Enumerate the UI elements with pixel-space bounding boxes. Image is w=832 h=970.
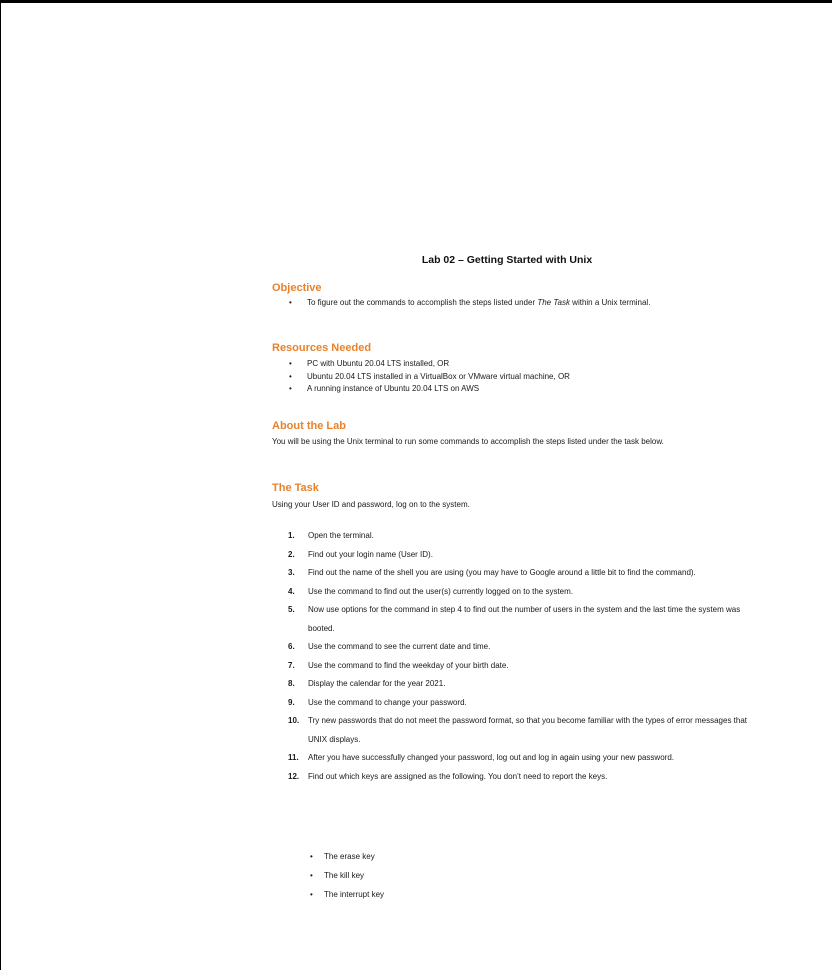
task-step: 3. Find out the name of the shell you are using (you may have to Google around a little bit to find the command). [288,568,696,577]
about-text: You will be using the Unix terminal to run some commands to accomplish the steps listed under the task below. [272,437,664,446]
bullet-icon: • [310,889,313,899]
bullet-icon: • [289,359,292,368]
task-step: 8. Display the calendar for the year 2021. [288,679,446,688]
keys-list [272,848,384,904]
objective-heading: Objective [272,282,322,294]
task-step: 11. After you have successfully changed your password, log out and log in again using your new password. [288,753,674,762]
left-border [0,0,1,970]
task-step: 5. Now use options for the command in step 4 to find out the number of users in the system and the last time the system was booted. [288,605,741,633]
task-step: 4. Use the command to find out the user(s) currently logged on to the system. [288,586,574,596]
task-intro: Using your User ID and password, log on to the system. [272,500,470,509]
task-step: 12. Find out which keys are assigned as the following. You don’t need to report the keys. [288,771,608,781]
bullet-icon: • [310,870,313,880]
list-item: • The erase key [272,848,384,867]
bullet-icon: • [289,298,292,307]
task-steps [272,527,752,786]
resources-list [272,358,742,396]
list-item: • PC with Ubuntu 20.04 LTS installed, OR [272,358,742,371]
bullet-icon: • [289,371,292,381]
bullet-icon: • [289,384,292,393]
task-step: 6. Use the command to see the current date and time. [288,642,491,651]
list-item: • To figure out the commands to accomplish the steps listed under The Task within a Unix terminal. [272,297,712,310]
about-heading: About the Lab [272,420,346,432]
list-item: • The interrupt key [272,886,384,905]
list-item: • A running instance of Ubuntu 20.04 LTS on AWS [272,383,742,396]
list-item: • Ubuntu 20.04 LTS installed in a VirtualBox or VMware virtual machine, OR [272,371,742,384]
page-title: Lab 02 – Getting Started with Unix [421,254,593,266]
task-heading: The Task [272,482,319,494]
resources-heading: Resources Needed [272,342,372,354]
task-step: 9. Use the command to change your password. [288,697,467,707]
list-item: • The kill key [272,867,384,886]
task-step: 1. Open the terminal. [288,531,374,540]
task-step: 10. Try new passwords that do not meet the password format, so that you become familiar with the types of error messages that UNIX displays. [288,716,748,744]
task-step: 2. Find out your login name (User ID). [288,549,433,559]
objective-list [272,297,712,310]
bullet-icon: • [310,852,313,861]
task-step: 7. Use the command to find the weekday of your birth date. [288,660,509,670]
top-border [0,0,832,3]
